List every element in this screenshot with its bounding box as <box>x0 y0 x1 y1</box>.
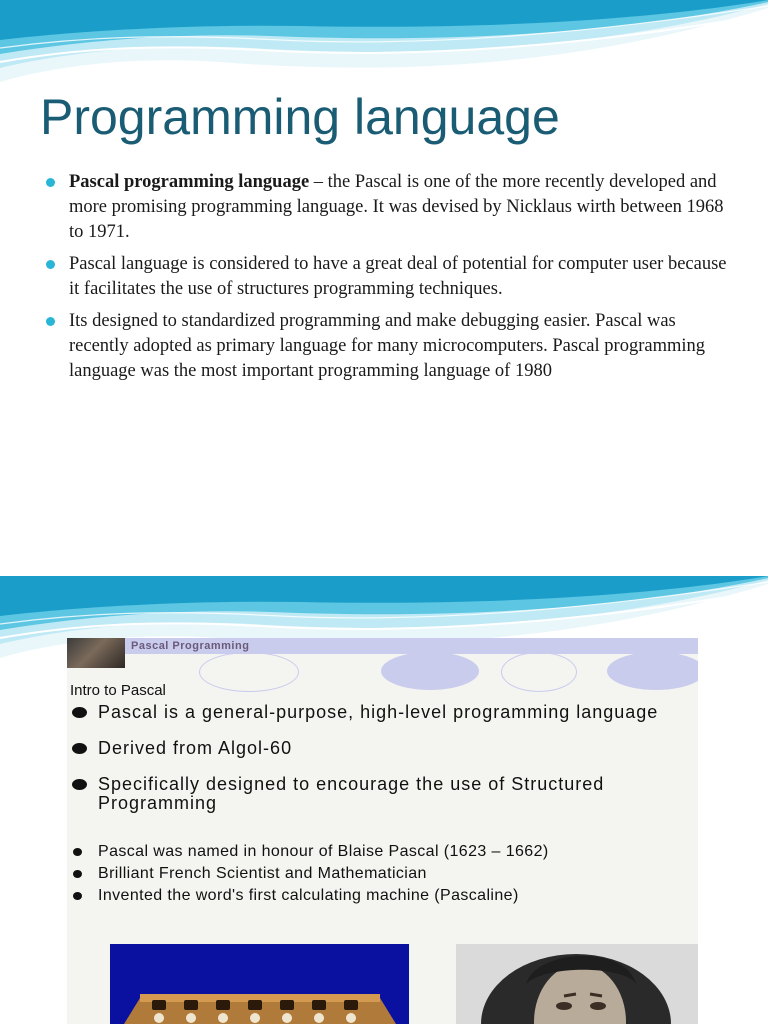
bullet-dot-icon <box>73 848 82 856</box>
slide-title: Programming language <box>40 89 560 145</box>
bullet-text: Its designed to standardized programming and make debugging easier. Pascal was recently adopted as primary language for many microcomputers. Pascal programming language was the most important programming language of 1980 <box>69 311 705 381</box>
bullet-dot-icon <box>46 260 55 269</box>
main-point-item <box>70 775 690 813</box>
bullet-item <box>44 252 734 302</box>
bullet-item <box>44 170 734 245</box>
wave-banner <box>0 0 768 90</box>
bullet-dot-icon <box>72 779 87 790</box>
fact-item <box>70 886 690 906</box>
header-oval-decoration <box>501 652 577 692</box>
main-point-item <box>70 739 690 758</box>
bullet-text: – the Pascal is one of the more recently developed and more promising programming language. It was devised by Nicklaus wirth between 1968 to 1971. <box>69 172 724 242</box>
slide-2 <box>0 576 768 1024</box>
bullet-item <box>44 309 734 384</box>
blaise-pascal-portrait <box>456 944 698 1024</box>
main-point-text: Derived from Algol-60 <box>98 738 293 758</box>
bullet-dot-icon <box>73 870 82 878</box>
main-point-text: Specifically designed to encourage the use of Structured Programming <box>98 774 605 813</box>
main-point-item <box>70 703 690 722</box>
bullet-text: Pascal language is considered to have a great deal of potential for computer user because it facilitates the use of structures programming techniques. <box>69 254 727 299</box>
bullet-list <box>44 170 734 391</box>
fact-text: Pascal was named in honour of Blaise Pascal (1623 – 1662) <box>98 843 549 860</box>
embedded-header <box>67 638 698 668</box>
blaise-pascal-thumbnail <box>67 638 125 668</box>
facts-list <box>70 842 690 908</box>
fact-text: Brilliant French Scientist and Mathematician <box>98 865 427 882</box>
pascaline-machine-image <box>110 944 409 1024</box>
embedded-subtitle: Intro to Pascal <box>70 682 166 699</box>
main-points-list <box>70 703 690 830</box>
fact-text: Invented the word's first calculating machine (Pascaline) <box>98 887 519 904</box>
header-label: Pascal Programming <box>131 640 250 652</box>
main-point-text: Pascal is a general-purpose, high-level programming language <box>98 702 659 722</box>
fact-item <box>70 864 690 884</box>
bullet-bold-text: Pascal programming language <box>69 172 310 192</box>
bullet-dot-icon <box>46 178 55 187</box>
bullet-dot-icon <box>72 743 87 754</box>
bullet-dot-icon <box>73 892 82 900</box>
header-oval-decoration <box>199 652 299 692</box>
header-oval-decoration <box>607 652 698 690</box>
bullet-dot-icon <box>46 317 55 326</box>
fact-item <box>70 842 690 862</box>
header-oval-decoration <box>381 652 479 690</box>
embedded-slide-image <box>67 638 698 1024</box>
bullet-dot-icon <box>72 707 87 718</box>
